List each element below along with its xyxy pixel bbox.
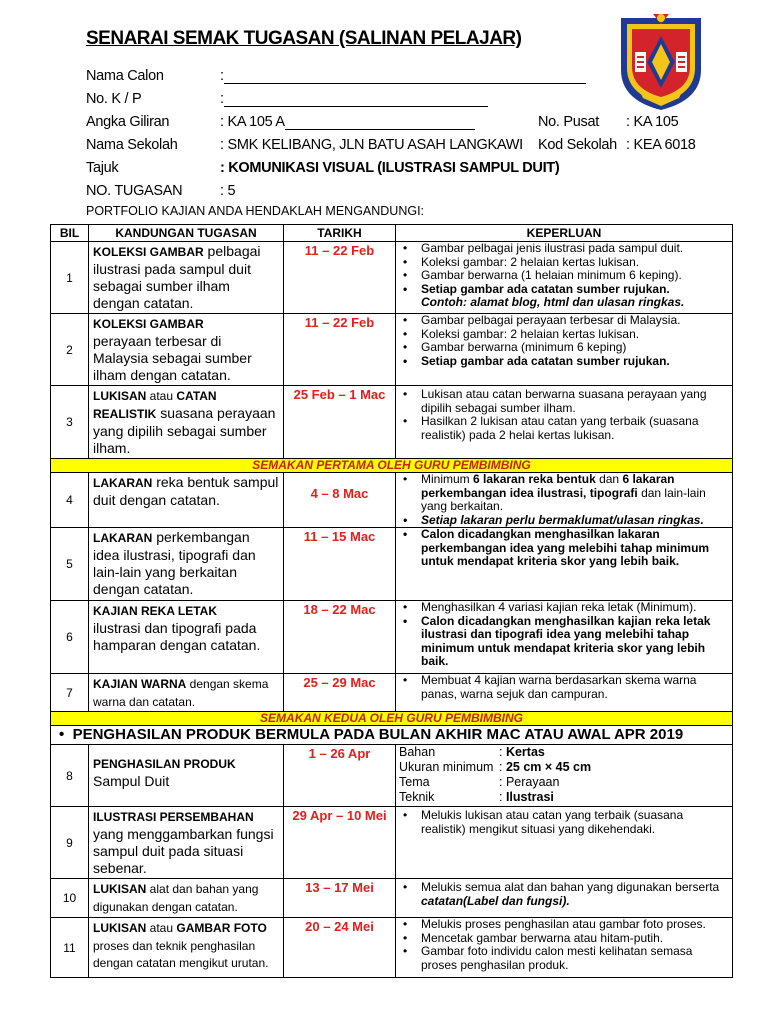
req-item: • Hasilkan 2 lukisan atau catan yang terbaik (suasana realistik) pada 2 helai kertas lukisan.	[421, 415, 729, 442]
table-row	[51, 879, 733, 918]
row-keperluan	[396, 918, 733, 978]
row-keperluan	[396, 528, 733, 601]
row-keperluan	[396, 314, 733, 386]
kandungan-bold: PENGHASILAN PRODUK	[93, 757, 236, 771]
kandungan-bold: KOLEKSI GAMBAR	[93, 317, 204, 331]
kandungan-bold: CATAN REALISTIK	[93, 389, 217, 421]
row-bil: 7	[51, 674, 89, 712]
portfolio-heading: PORTFOLIO KAJIAN ANDA HENDAKLAH MENGANDUNGI:	[86, 204, 425, 218]
table-row	[51, 386, 733, 459]
tajuk-label: Tajuk	[86, 160, 119, 176]
req-item: • Melukis lukisan atau catan yang terbaik (suasana realistik) mengikut situasi yang dikehendaki.	[421, 809, 729, 836]
row-tarikh: 4 – 8 Mac	[284, 473, 396, 528]
req-item: • Gambar foto individu calon mesti kelihatan semasa proses penghasilan produk.	[421, 945, 729, 972]
req-example: Contoh: alamat blog, html dan ulasan ringkas.	[421, 295, 685, 309]
row-bil: 4	[51, 473, 89, 528]
header-bil: BIL	[51, 225, 89, 242]
task-table	[50, 224, 733, 978]
row-kandungan	[89, 918, 284, 978]
req-item: • Gambar pelbagai jenis ilustrasi pada sampul duit.	[421, 242, 729, 256]
kandungan-bold: KAJIAN REKA LETAK	[93, 604, 218, 618]
req-item: • Koleksi gambar: 2 helaian kertas lukisan.	[421, 328, 729, 342]
kandungan-text: pelbagai ilustrasi pada sampul duit sebagai sumber ilham dengan catatan.	[93, 243, 261, 311]
tajuk-value: : KOMUNIKASI VISUAL (ILUSTRASI SAMPUL DUIT)	[220, 160, 560, 176]
row-kandungan	[89, 242, 284, 314]
row-kandungan	[89, 879, 284, 918]
row-kandungan	[89, 528, 284, 601]
kandungan-mid: atau	[146, 921, 177, 935]
header-kandungan: KANDUNGAN TUGASAN	[89, 225, 284, 242]
row-keperluan	[396, 807, 733, 879]
req-item: • Lukisan atau catan berwarna suasana perayaan yang dipilih sebagai sumber ilham.	[421, 388, 729, 415]
table-row	[51, 242, 733, 314]
req-item: • Calon dicadangkan menghasilkan lakaran perkembangan idea yang melebihi tahap minimum untuk mendapat kriteria skor yang lebih baik.	[421, 528, 729, 569]
req-item: • Menghasilkan 4 variasi kajian reka letak (Minimum).	[421, 601, 729, 615]
kandungan-bold: ILUSTRASI PERSEMBAHAN	[93, 810, 254, 824]
req-item: • Setiap gambar ada catatan sumber rujukan.	[421, 355, 729, 369]
table-row	[51, 528, 733, 601]
nama-calon-value: :	[220, 68, 224, 84]
table-row	[51, 473, 733, 528]
kandungan-bold: LUKISAN	[93, 882, 147, 896]
angka-value: : KA 105 A	[220, 114, 285, 130]
table-row	[51, 314, 733, 386]
header-keperluan: KEPERLUAN	[396, 225, 733, 242]
nokp-value: :	[220, 91, 224, 107]
row-keperluan	[396, 601, 733, 674]
kandungan-bold: KOLEKSI GAMBAR	[93, 245, 204, 259]
row-bil: 5	[51, 528, 89, 601]
req-item: • Gambar berwarna (minimum 6 keping)	[421, 341, 729, 355]
row-bil: 3	[51, 386, 89, 459]
kandungan-bold: LAKARAN	[93, 531, 153, 545]
row-tarikh: 25 Feb – 1 Mac	[284, 386, 396, 459]
row-tarikh: 25 – 29 Mac	[284, 674, 396, 712]
kod-label: Kod Sekolah	[538, 137, 617, 153]
row-keperluan	[396, 473, 733, 528]
req-bold: Setiap gambar ada catatan sumber rujukan.	[421, 281, 670, 296]
kandungan-text: ilustrasi dan tipografi pada hamparan dengan catatan.	[93, 620, 261, 653]
nama-calon-label: Nama Calon	[86, 68, 164, 84]
row-tarikh: 11 – 22 Feb	[284, 314, 396, 386]
row-kandungan	[89, 807, 284, 879]
req-item: • Melukis semua alat dan bahan yang digunakan berserta catatan(Label dan fungsi).	[421, 881, 729, 908]
table-row	[51, 745, 733, 807]
row-tarikh: 11 – 15 Mac	[284, 528, 396, 601]
row-bil: 2	[51, 314, 89, 386]
row-bil: 1	[51, 242, 89, 314]
page-title: SENARAI SEMAK TUGASAN (SALINAN PELAJAR)	[86, 28, 522, 49]
kandungan-text: alat dan bahan yang digunakan dengan catatan.	[93, 882, 259, 914]
kandungan-bold: LUKISAN	[93, 389, 147, 403]
kandungan-text: reka bentuk sampul duit dengan catatan.	[93, 474, 279, 508]
nokp-field[interactable]	[224, 92, 488, 107]
product-spec: Bahan : Kertas Ukuran minimum : 25 cm × 45 cm Tema : Perayaan Teknik : Ilustrasi	[399, 745, 592, 804]
req-item: • Gambar pelbagai perayaan terbesar di Malaysia.	[421, 314, 729, 328]
row-tarikh: 29 Apr – 10 Mei	[284, 807, 396, 879]
nama-calon-field[interactable]	[224, 69, 586, 84]
angka-label: Angka Giliran	[86, 114, 170, 130]
row-bil: 8	[51, 745, 89, 807]
req-item: • Setiap lakaran perlu bermaklumat/ulasan ringkas.	[421, 514, 729, 528]
table-header	[51, 225, 733, 242]
req-item: • Gambar berwarna (1 helaian minimum 6 keping).	[421, 269, 729, 283]
row-kandungan	[89, 601, 284, 674]
sekolah-value: : SMK KELIBANG, JLN BATU ASAH LANGKAWI	[220, 137, 523, 153]
tugasan-value: : 5	[220, 183, 236, 199]
kandungan-bold: KAJIAN WARNA	[93, 677, 187, 691]
kandungan-mid: atau	[146, 389, 177, 403]
pusat-label: No. Pusat	[538, 114, 599, 130]
kandungan-text: dengan skema warna dan catatan.	[93, 677, 269, 709]
req-item: • Melukis proses penghasilan atau gambar foto proses.	[421, 918, 729, 932]
row-tarikh: 20 – 24 Mei	[284, 918, 396, 978]
kandungan-text: perkembangan idea ilustrasi, tipografi dan lain-lain yang berkaitan dengan catatan.	[93, 529, 256, 597]
row-kandungan	[89, 674, 284, 712]
row-kandungan	[89, 473, 284, 528]
produk-banner	[51, 726, 733, 745]
row-keperluan	[396, 674, 733, 712]
header-tarikh: TARIKH	[284, 225, 396, 242]
review-row	[51, 712, 733, 726]
row-keperluan	[396, 386, 733, 459]
pusat-value: : KA 105	[626, 114, 679, 130]
row-tarikh: 18 – 22 Mac	[284, 601, 396, 674]
req-item: • Mencetak gambar berwarna atau hitam-putih.	[421, 932, 729, 946]
kandungan-bold: GAMBAR FOTO	[176, 921, 267, 935]
kandungan-text: Sampul Duit	[93, 773, 170, 789]
row-tarikh: 13 – 17 Mei	[284, 879, 396, 918]
sekolah-label: Nama Sekolah	[86, 137, 178, 153]
kandungan-text: suasana perayaan yang dipilih sebagai sumber ilham.	[93, 405, 276, 456]
semakan-kedua: SEMAKAN KEDUA OLEH GURU PEMBIMBING	[51, 712, 733, 726]
row-kandungan	[89, 314, 284, 386]
row-tarikh: 11 – 22 Feb	[284, 242, 396, 314]
kandungan-bold: LAKARAN	[93, 476, 153, 490]
row-keperluan	[396, 745, 733, 807]
angka-line	[285, 115, 475, 130]
row-bil: 11	[51, 918, 89, 978]
req-item: • Koleksi gambar: 2 helaian kertas lukisan.	[421, 256, 729, 270]
req-item	[421, 283, 729, 310]
table-row	[51, 807, 733, 879]
nokp-label: No. K / P	[86, 91, 142, 107]
req-item: • Calon dicadangkan menghasilkan kajian reka letak ilustrasi dan tipografi idea yang melebihi tahap minimum untuk mendapat kriteria skor yang lebih baik.	[421, 615, 729, 669]
req-item: • Membuat 4 kajian warna berdasarkan skema warna panas, warna sejuk dan campuran.	[421, 674, 729, 701]
row-bil: 6	[51, 601, 89, 674]
kandungan-text: perayaan terbesar di Malaysia sebagai sumber ilham dengan catatan.	[93, 333, 252, 383]
row-bil: 9	[51, 807, 89, 879]
row-bil: 10	[51, 879, 89, 918]
req-item: • Minimum 6 lakaran reka bentuk dan 6 lakaran perkembangan idea ilustrasi, tipografi dan lain-lain yang berkaitan.	[421, 473, 729, 514]
row-keperluan	[396, 879, 733, 918]
row-keperluan	[396, 242, 733, 314]
review-row	[51, 459, 733, 473]
kandungan-text: proses dan teknik penghasilan dengan catatan mengikut urutan.	[93, 939, 269, 970]
table-row	[51, 918, 733, 978]
table-row	[51, 674, 733, 712]
kod-value: : KEA 6018	[626, 137, 696, 153]
school-crest-logo	[617, 12, 705, 112]
row-kandungan	[89, 386, 284, 459]
tugasan-label: NO. TUGASAN	[86, 183, 183, 199]
produk-banner-text: • PENGHASILAN PRODUK BERMULA PADA BULAN AKHIR MAC ATAU AWAL APR 2019	[51, 726, 733, 745]
row-tarikh: 1 – 26 Apr	[284, 745, 396, 807]
kandungan-bold: LUKISAN	[93, 921, 147, 935]
row-kandungan	[89, 745, 284, 807]
kandungan-text: yang menggambarkan fungsi sampul duit pada situasi sebenar.	[93, 826, 274, 876]
semakan-pertama: SEMAKAN PERTAMA OLEH GURU PEMBIMBING	[51, 459, 733, 473]
table-row	[51, 601, 733, 674]
